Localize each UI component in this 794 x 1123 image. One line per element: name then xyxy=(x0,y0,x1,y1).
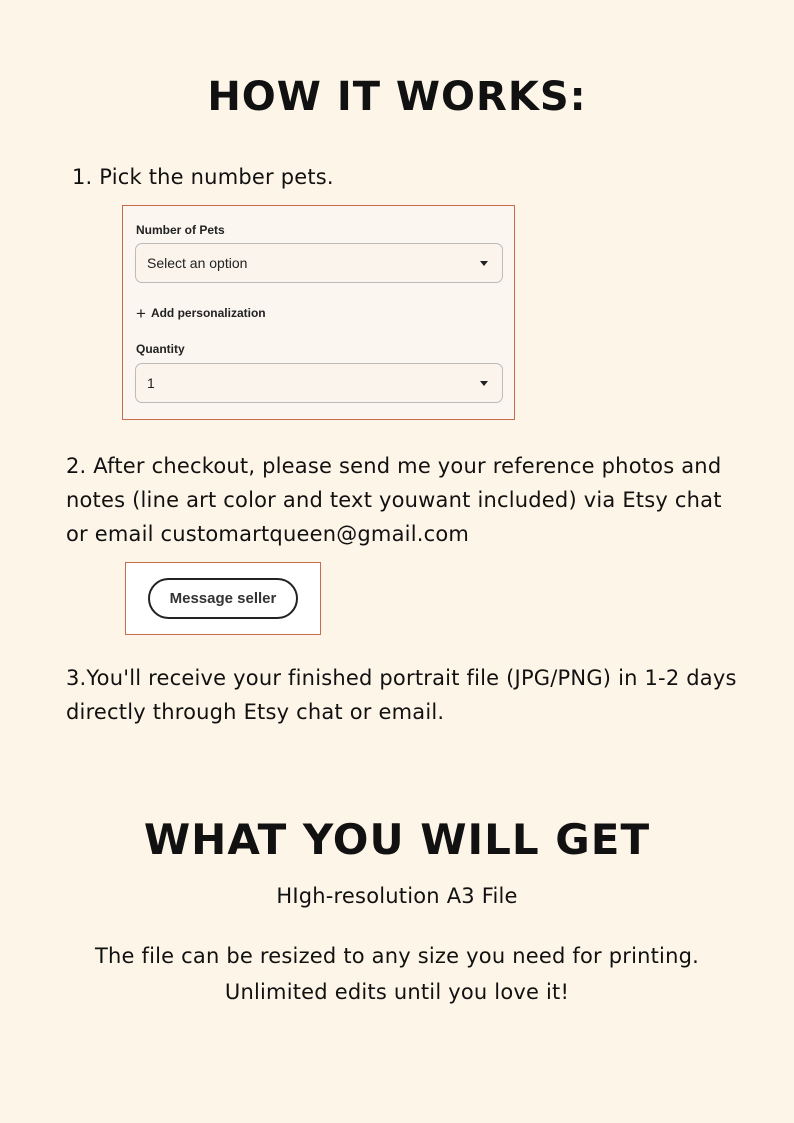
description-line-1: The file can be resized to any size you need for printing. xyxy=(94,944,700,968)
description-line-2: Unlimited edits until you love it! xyxy=(224,980,570,1004)
etsy-options-screenshot xyxy=(122,205,515,420)
step-3-text: 3.You'll receive your finished portrait file (JPG/PNG) in 1-2 days directly through Etsy chat or email. xyxy=(66,666,737,724)
heading-how-it-works: HOW IT WORKS: xyxy=(207,74,587,120)
step-2-text: 2. After checkout, please send me your reference photos and notes (line art color and text youwant included) via Etsy chat or email customartqueen@gmail.com xyxy=(66,454,722,546)
number-of-pets-select[interactable] xyxy=(135,243,503,283)
add-personalization-label: Add personalization xyxy=(150,306,266,320)
quantity-label: Quantity xyxy=(136,342,185,356)
number-of-pets-label: Number of Pets xyxy=(136,223,225,237)
add-personalization-button[interactable] xyxy=(136,304,266,324)
quantity-select[interactable] xyxy=(135,363,503,403)
chevron-down-icon xyxy=(480,261,488,266)
message-seller-button[interactable]: Message seller xyxy=(148,578,298,619)
plus-icon: + xyxy=(136,304,146,323)
number-of-pets-value: Select an option xyxy=(147,255,248,271)
chevron-down-icon xyxy=(480,381,488,386)
subtitle-file-format: HIgh-resolution A3 File xyxy=(276,884,518,908)
heading-what-you-will-get: WHAT YOU WILL GET xyxy=(143,815,651,864)
step-1-text: 1. Pick the number pets. xyxy=(72,165,334,189)
message-seller-screenshot xyxy=(125,562,321,635)
quantity-value: 1 xyxy=(147,375,155,391)
